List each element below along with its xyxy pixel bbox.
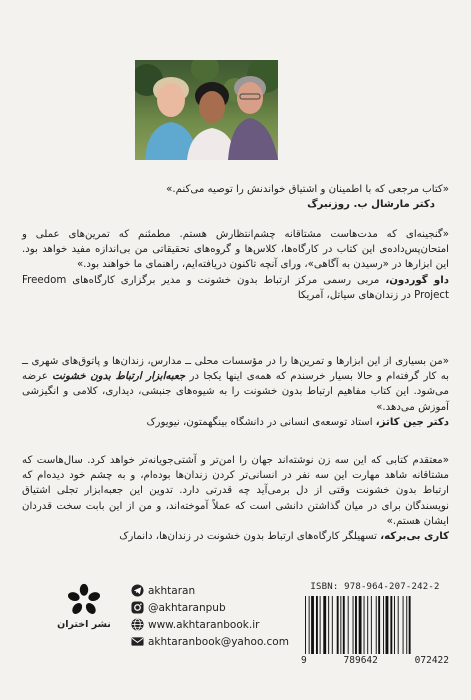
quote-rosenberg [22,182,449,212]
barcode-bar [359,596,362,654]
barcode-bar [409,596,411,654]
barcode-bar [386,596,389,654]
telegram-icon [131,584,144,597]
quote-author-role: استاد توسعه‌ی انسانی در دانشگاه بینگهمتون، نیویورک [146,416,373,428]
quote-author: کاری بی‌برکه، [380,531,449,543]
publisher-logo [56,583,112,630]
contact-website[interactable] [131,616,289,633]
barcode-bar [353,596,354,654]
isbn-barcode [301,582,449,666]
quote-text: «گنجینه‌ای که مدت‌هاست مشتاقانه چشم‌انتظارش هستم. مطمئنم که تمرین‌های عملی و امتحان‌پس‌داده‌ی این کتاب در کارگاه‌ها، کلاس‌ها و گروه‌های تحقیقاتی من بی‌اندازه مفید خواهد بود. این ابزارها در «رسیدن به آگاهی»، ورای آنچه تاکنون دریافته‌ایم، راهنمای ما خواهند بود.» [22,229,449,271]
barcode-bar [316,596,318,654]
barcode-bar [364,596,365,654]
quote-gordon [22,227,449,303]
barcode-bar [394,596,395,654]
barcode-digits-right: 072422 [414,655,449,666]
barcode-bar [340,596,341,654]
barcode-bar [376,596,377,654]
barcode-bar [403,596,404,654]
instagram-icon [131,601,144,614]
barcode-bar [348,596,349,654]
barcode-digit-lead: 9 [301,655,307,666]
quote-attribution [22,529,449,544]
barcode-bar [371,596,372,654]
quote-author: دکتر جین کاتز، [375,416,449,428]
barcode-bar [332,596,333,654]
contact-instagram[interactable] [131,599,289,616]
barcode-graphic [301,596,449,654]
barcode-bar [378,596,380,654]
barcode-bar [343,596,345,654]
isbn-label: ISBN: 978-964-207-242-2 [310,582,440,592]
barcode-bar [328,596,329,654]
contact-text: www.akhtaranbook.ir [148,618,260,631]
quote-bierke [22,453,449,544]
book-title: جعبه‌ابزار ارتباط بدون خشونت [52,371,186,383]
barcode-digits [301,655,449,666]
email-icon [131,635,144,648]
publisher-contacts [131,582,289,650]
publisher-name: نشر اختران [57,619,111,630]
barcode-bar [305,596,306,654]
publisher-logo-icon [67,583,101,617]
authors-photo [135,60,278,160]
globe-icon [131,618,144,631]
barcode-bar [337,596,339,654]
quote-text: «معتقدم کتابی که این سه زن نوشته‌اند جهان را امن‌تر و آشتی‌جویانه‌تر خواهد کرد. سال‌هاست که مشتاقانه شاهد مهارت این سه نفر در انسانی‌تر کردن زندان‌ها بوده‌ام، و به چشم خود دیده‌ام که ارتباط بدون خشونت وقتی از دل برمی‌آید چه قدرتی دارد. تدوین این جعبه‌ابزار تجلی اشتیاق نویسندگان برای در میان گذاشتن دانشی است که عملاً آموخته‌اند، و من از این بابت سخت قدردان ایشان هستم.» [22,455,449,527]
barcode-bar [311,596,314,654]
quote-author-role: تسهیلگر کارگاه‌های ارتباط بدون خشونت در زندان‌ها، دانمارک [119,531,377,543]
contact-telegram[interactable] [131,582,289,599]
barcode-bar [367,596,368,654]
barcode-bar [406,596,407,654]
barcode-bar [320,596,321,654]
barcode-bar [323,596,326,654]
quote-author-role: مربی رسمی مرکز ارتباط بدون خشونت و مدیر برگزاری کارگاه‌های Freedom Project در زندان‌های سیاتل، آمریکا [22,274,449,301]
quote-author: دکتر مارشال ب. روزنبرگ [307,199,435,211]
quote-text [22,354,449,415]
barcode-bar [383,596,384,654]
quote-text: «کتاب مرجعی که با اطمینان و اشتیاق خواندنش را توصیه می‌کنم.» [166,184,449,195]
contact-text: @akhtaranpub [148,601,226,614]
quote-attribution [22,415,449,430]
contact-text: akhtaranbook@yahoo.com [148,635,289,648]
barcode-bar [355,596,357,654]
quote-katz [22,354,449,430]
contact-text: akhtaran [148,584,196,597]
quote-author: داو گوردون، [385,274,449,286]
quote-text-part: عرضه می‌شود. این کتاب مفاهیم ارتباط بدون خشونت را به شیوه‌های جنبشی، دیداری، کلامی و انگیزشی آموزش می‌دهد.» [22,371,449,413]
quote-attribution [22,273,449,303]
barcode-bar [309,596,310,654]
quote-text-part: «من بسیاری از این ابزارها و تمرین‌ها را در مؤسسات محلی ــ مدارس، زندان‌ها و پاتوق‌های شهری ــ به کار گرفته‌ام و حالا بسیار خرسندم که همه‌ی اینها یکجا در [22,356,450,383]
barcode-digits-left: 789642 [343,655,378,666]
barcode-bar [398,596,399,654]
barcode-bar [390,596,392,654]
contact-email[interactable] [131,633,289,650]
